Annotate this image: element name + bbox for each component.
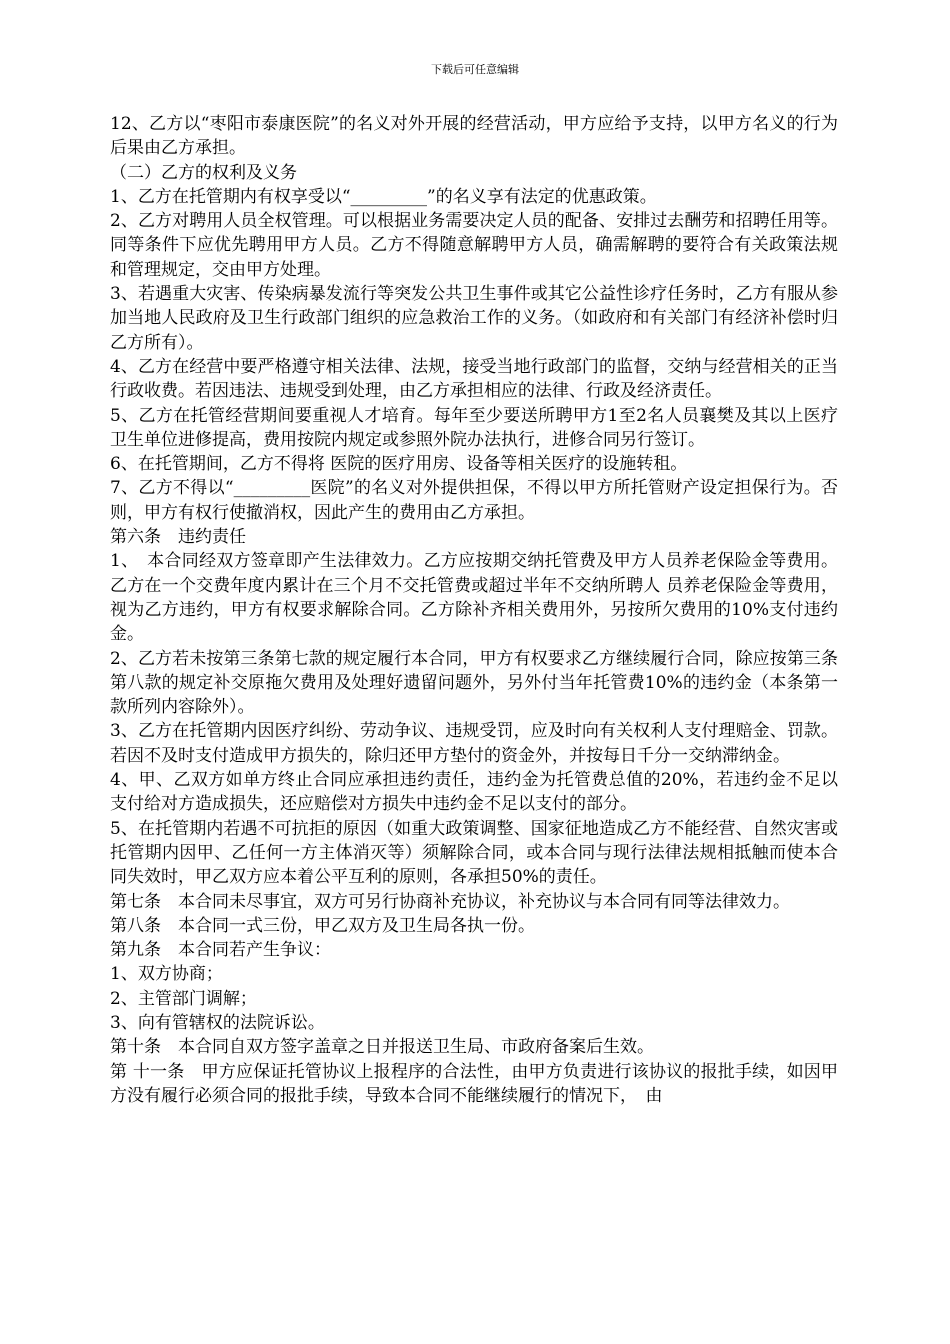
list-item: 1、双方协商； xyxy=(110,964,223,985)
paragraph: 第九条 本合同若产生争议： xyxy=(110,940,331,961)
paragraph: 3、若遇重大灾害、传染病暴发流行等突发公共卫生事件或其它公益性诊疗任务时，乙方有服从参加当地人民政府及卫生行政部门组织的应急救治工作的义务。（如政府和有关部门有经济补偿时归乙方所有）。 xyxy=(110,284,838,353)
paragraph: 6、在托管期间，乙方不得将 医院的医疗用房、设备等相关医疗的设施转租。 xyxy=(110,454,688,475)
paragraph: 第七条 本合同未尽事宜，双方可另行协商补充协议，补充协议与本合同有同等法律效力。 xyxy=(110,891,790,912)
list-item: 3、向有管辖权的法院诉讼。 xyxy=(110,1012,325,1033)
paragraph: 第八条 本合同一式三份，甲乙双方及卫生局各执一份。 xyxy=(110,915,535,936)
document-body xyxy=(110,112,838,1108)
paragraph: 第 十一条 甲方应保证托管协议上报程序的合法性，由甲方负责进行该协议的报批手续，如因甲方没有履行必须合同的报批手续，导致本合同不能继续履行的情况下， 由 xyxy=(110,1061,838,1106)
paragraph: 2、乙方若未按第三条第七款的规定履行本合同，甲方有权要求乙方继续履行合同，除应按第三条第八款的规定补交原拖欠费用及处理好遗留问题外，另外付当年托管费10%的违约金（本条第一款所列内容除外）。 xyxy=(110,648,838,718)
paragraph: 1、 本合同经双方签章即产生法律效力。乙方应按期交纳托管费及甲方人员养老保险金等费用。乙方在一个交费年度内累计在三个月不交托管费或超过半年不交纳所聘人 员养老保险金等费用，视为乙方违约，甲方有权要求解除合同。乙方除补齐相关费用外，另按所欠费用的10%支付违约金。 xyxy=(110,551,838,645)
paragraph: 4、甲、乙双方如单方终止合同应承担违约责任，违约金为托管费总值的20%，若违约金不足以支付给对方造成损失，还应赔偿对方损失中违约金不足以支付的部分。 xyxy=(110,770,838,815)
page-header: 下载后可任意编辑 xyxy=(431,63,519,76)
paragraph: 12、乙方以“枣阳市泰康医院”的名义对外开展的经营活动，甲方应给予支持，以甲方名义的行为后果由乙方承担。 xyxy=(110,114,838,159)
paragraph: 1、乙方在托管期内有权享受以“_________”的名义享有法定的优惠政策。 xyxy=(110,186,657,207)
paragraph: 5、乙方在托管经营期间要重视人才培育。每年至少要送所聘甲方1至2名人员襄樊及其以上医疗卫生单位进修提高，费用按院内规定或参照外院办法执行，进修合同另行签订。 xyxy=(110,405,838,450)
paragraph: 3、乙方在托管期内因医疗纠纷、劳动争议、违规受罚，应及时向有关权利人支付理赔金、罚款。若因不及时支付造成甲方损失的，除归还甲方垫付的资金外，并按每日千分一交纳滞纳金。 xyxy=(110,721,838,766)
paragraph: 4、乙方在经营中要严格遵守相关法律、法规，接受当地行政部门的监督，交纳与经营相关的正当行政收费。若因违法、违规受到处理，由乙方承担相应的法律、行政及经济责任。 xyxy=(110,356,838,402)
section-heading: 第六条 违约责任 xyxy=(110,527,246,548)
list-item: 2、主管部门调解； xyxy=(110,988,257,1009)
paragraph: 第十条 本合同自双方签字盖章之日并报送卫生局、市政府备案后生效。 xyxy=(110,1037,654,1058)
paragraph: 2、乙方对聘用人员全权管理。可以根据业务需要决定人员的配备、安排过去酬劳和招聘任用等。同等条件下应优先聘用甲方人员。乙方不得随意解聘甲方人员，确需解聘的要符合有关政策法规和管理规定，交由甲方处理。 xyxy=(110,211,838,280)
paragraph: 5、在托管期内若遇不可抗拒的原因（如重大政策调整、国家征地造成乙方不能经营、自然灾害或托管期内因甲、乙任何一方主体消灭等）须解除合同，或本合同与现行法律法规相抵触而使本合同失效时，甲乙双方应本着公平互利的原则，各承担50%的责任。 xyxy=(110,818,838,888)
paragraph: （二）乙方的权利及义务 xyxy=(110,162,297,183)
paragraph: 7、乙方不得以“_________医院”的名义对外提供担保，不得以甲方所托管财产设定担保行为。否则，甲方有权行使撤消权，因此产生的费用由乙方承担。 xyxy=(110,478,838,523)
